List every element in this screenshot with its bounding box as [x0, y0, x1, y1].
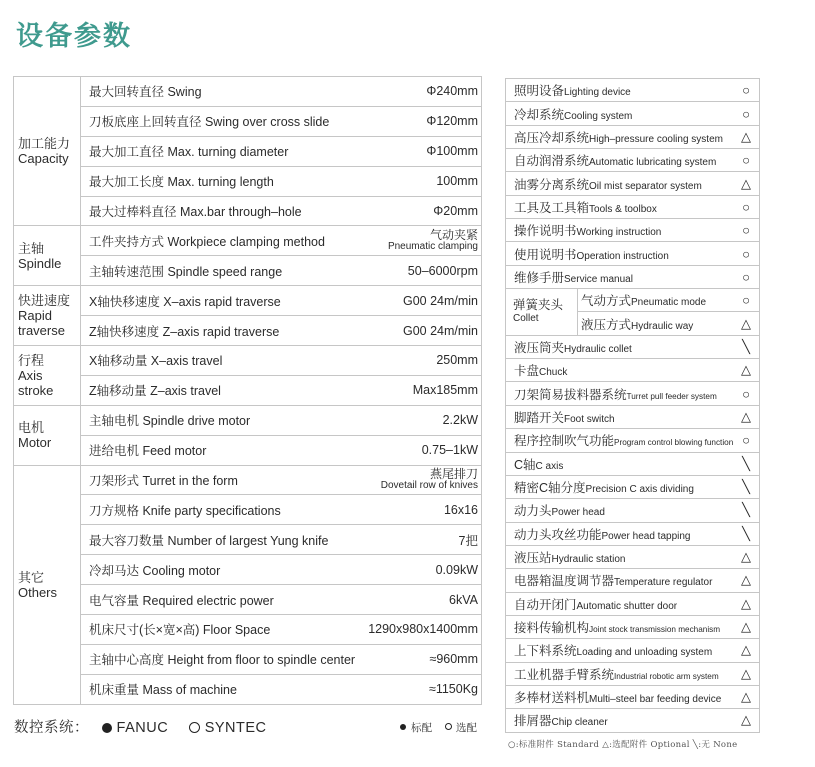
spec-cell: [81, 555, 482, 585]
option-name-cn: 脚踏开关: [514, 410, 565, 425]
spec-cell: [81, 615, 482, 645]
spec-cell: [81, 136, 482, 166]
option-row: [506, 172, 760, 195]
option-name-en: Chip cleaner: [551, 717, 608, 729]
option-name-en: Operation instruction: [576, 250, 669, 262]
spec-row: [14, 136, 482, 166]
option-name-en: High–pressure cooling system: [589, 133, 723, 145]
spec-row: [14, 226, 482, 256]
spec-name: 刀板底座上回转直径 Swing over cross slide: [89, 115, 330, 130]
spec-table: [13, 76, 482, 705]
spec-row: [14, 106, 482, 136]
spec-category: 主轴 Spindle: [14, 226, 81, 286]
spec-value: 250mm: [436, 353, 478, 368]
option-cell: [506, 639, 760, 662]
spec-row: [14, 196, 482, 226]
spec-value: Φ240mm: [426, 84, 478, 99]
option-mark-icon: △: [741, 642, 752, 658]
option-cell: [506, 125, 760, 148]
spec-category: 快进速度 Rapid traverse: [14, 286, 81, 346]
spec-name: 主轴转速范围 Spindle speed range: [89, 264, 283, 279]
spec-value: [387, 227, 478, 252]
spec-value: 1290x980x1400mm: [368, 622, 478, 637]
spec-name: 主轴电机 Spindle drive motor: [89, 414, 251, 429]
option-cell: [506, 592, 760, 615]
option-name-cn: 液压方式: [581, 317, 632, 332]
spec-name: 最大加工直径 Max. turning diameter: [89, 145, 289, 160]
option-row: [506, 102, 760, 125]
options-legend: ○:标准附件 Standard △:选配附件 Optional ╲:无 None: [508, 740, 738, 750]
option-cell: [506, 452, 760, 475]
spec-name: 机床重量 Mass of machine: [89, 683, 237, 698]
option-name-cn: 操作说明书: [514, 224, 577, 239]
spec-row: [14, 465, 482, 495]
option-cell: [506, 429, 760, 452]
spec-name: 工件夹持方式 Workpiece clamping method: [89, 234, 325, 249]
spec-value: [381, 469, 478, 491]
spec-name: Z轴移动量 Z–axis travel: [89, 384, 221, 399]
spec-row: [14, 256, 482, 286]
option-name-en: Pneumatic mode: [631, 297, 707, 309]
option-name-cn: 精密C轴分度: [514, 481, 586, 496]
spec-name: 进给电机 Feed motor: [89, 444, 207, 459]
page-title: 设备参数: [16, 21, 132, 52]
option-name-cn: 液压筒夹: [514, 340, 565, 355]
option-cell: [506, 522, 760, 545]
option-cell: [506, 149, 760, 172]
spec-cell: [81, 674, 482, 704]
spec-name: 电气容量 Required electric power: [89, 593, 274, 608]
option-row: [506, 429, 760, 452]
option-row: [506, 125, 760, 148]
option-name-en: Turret pull feeder system: [626, 391, 717, 401]
option-cell: [506, 172, 760, 195]
option-mark-icon: ╲: [742, 338, 750, 354]
cnc-legend: [400, 720, 477, 735]
option-name-en: Oil mist separator system: [589, 180, 702, 192]
option-mark-icon: △: [741, 315, 752, 331]
option-name-cn: 液压站: [514, 551, 552, 566]
option-row: [506, 522, 760, 545]
option-name-en: Lighting device: [564, 87, 631, 99]
spec-row: [14, 615, 482, 645]
spec-row: [14, 286, 482, 316]
option-name-cn: 排屑器: [514, 714, 552, 729]
option-name-cn: 多棒材送料机: [514, 691, 590, 706]
spec-name: 最大过棒料直径 Max.bar through–hole: [89, 205, 302, 219]
ring-icon: [445, 723, 452, 730]
collet-name-en: Collet: [513, 312, 539, 324]
option-cell: [506, 335, 760, 358]
option-cell: [506, 195, 760, 218]
option-row: [506, 382, 760, 405]
option-mark-icon: △: [741, 572, 752, 588]
collet-cell: [506, 289, 578, 336]
option-name-cn: 卡盘: [514, 364, 540, 379]
option-name-cn: 冷却系统: [514, 107, 565, 122]
cnc-label: 数控系统：: [14, 720, 89, 736]
option-mark-icon: ╲: [742, 525, 750, 541]
option-name-en: Chuck: [539, 367, 568, 379]
option-mark-icon: ╲: [742, 455, 750, 471]
legend-standard: 标配: [411, 722, 432, 734]
option-row: [506, 149, 760, 172]
spec-value-cn: 燕尾排刀: [429, 467, 478, 482]
spec-category: 加工能力 Capacity: [14, 77, 81, 226]
option-row: [506, 79, 760, 102]
spec-value: Φ20mm: [433, 204, 478, 218]
option-cell: [506, 499, 760, 522]
option-cell: [506, 685, 760, 708]
spec-value: 16x16: [443, 502, 478, 517]
option-name-en: Power head tapping: [601, 530, 691, 542]
option-row: [506, 662, 760, 685]
option-name-en: Hydraulic way: [631, 320, 694, 332]
option-mark-icon: ○: [742, 269, 750, 285]
spec-value: ≈960mm: [429, 652, 478, 667]
options-table: [505, 78, 760, 733]
spec-value-en: Dovetail row of knives: [380, 480, 478, 492]
option-name-cn: 动力头: [514, 504, 552, 519]
option-cell: [506, 545, 760, 568]
option-name-en: Cooling system: [564, 110, 633, 122]
spec-cell: [81, 525, 482, 555]
spec-cell: [81, 286, 482, 316]
spec-cell: [81, 256, 482, 286]
spec-value: 0.75–1kW: [421, 443, 478, 458]
option-name-en: Hydraulic station: [551, 554, 626, 566]
spec-name: 冷却马达 Cooling motor: [89, 563, 221, 578]
option-name-cn: 维修手册: [514, 270, 565, 285]
spec-value: 0.09kW: [435, 562, 478, 577]
spec-cell: [81, 77, 482, 107]
option-mark-icon: △: [741, 712, 752, 728]
spec-value: 2.2kW: [442, 413, 478, 428]
option-name-cn: 气动方式: [581, 294, 632, 309]
spec-value: G00 24m/min: [402, 293, 478, 308]
filled-dot-icon: [400, 724, 406, 730]
option-name-cn: 程序控制吹气功能: [514, 434, 615, 449]
option-cell: [506, 242, 760, 265]
option-name-en: Service manual: [564, 273, 633, 285]
cnc-option-fanuc: FANUC: [116, 720, 169, 736]
option-name-cn: 高压冷却系统: [514, 130, 590, 145]
spec-cell: [81, 405, 482, 435]
spec-cell: [81, 375, 482, 405]
option-cell: [506, 265, 760, 288]
spec-value-cn: 气动夹紧: [429, 227, 478, 242]
option-name-en: Hydraulic collet: [564, 343, 632, 355]
option-name-en: Joint stock transmission mechanism: [589, 625, 721, 635]
spec-cell: [81, 644, 482, 674]
spec-name: 机床尺寸(长×宽×高) Floor Space: [89, 623, 271, 638]
option-mark-icon: ○: [742, 246, 750, 262]
option-name-cn: 电器箱温度调节器: [514, 574, 615, 589]
option-row: [506, 615, 760, 638]
option-mark-icon: ╲: [742, 502, 750, 518]
option-row: [506, 545, 760, 568]
spec-value: G00 24m/min: [402, 323, 478, 338]
spec-cell: [81, 226, 482, 256]
spec-category: 行程 Axis stroke: [14, 346, 81, 406]
option-mark-icon: ○: [742, 82, 750, 98]
option-cell: [506, 382, 760, 405]
spec-name: X轴移动量 X–axis travel: [89, 354, 223, 369]
spec-name: 刀方规格 Knife party specifications: [89, 503, 281, 518]
option-mark-icon: ○: [742, 292, 750, 308]
spec-cell: [81, 166, 482, 196]
spec-cell: [81, 196, 482, 226]
spec-cell: [81, 346, 482, 376]
option-row: [506, 709, 760, 732]
option-name-en: Industrial robotic arm system: [614, 671, 719, 681]
option-row: [506, 359, 760, 382]
option-row: [506, 265, 760, 288]
option-name-cn: 自动开闭门: [514, 597, 577, 612]
option-cell: [506, 709, 760, 732]
option-row: [506, 475, 760, 498]
option-name-cn: 工业机器手臂系统: [514, 667, 615, 682]
option-row: [506, 569, 760, 592]
option-name-cn: 刀架简易拔料器系统: [514, 387, 627, 402]
option-name-en: Precision C axis dividing: [585, 484, 694, 496]
option-mark-icon: ○: [742, 152, 750, 168]
spec-row: [14, 346, 482, 376]
option-mark-icon: △: [741, 175, 752, 191]
option-mark-icon: ○: [742, 386, 750, 402]
option-row: [506, 335, 760, 358]
spec-category: 其它 Others: [14, 465, 81, 704]
cnc-option-syntec: SYNTEC: [204, 720, 267, 736]
option-row: [506, 195, 760, 218]
spec-value: Φ100mm: [426, 144, 478, 159]
option-mark-icon: △: [741, 128, 752, 144]
option-mark-icon: ○: [742, 222, 750, 238]
spec-name: 最大加工长度 Max. turning length: [89, 175, 274, 190]
option-mark-icon: △: [741, 665, 752, 681]
option-cell: [506, 102, 760, 125]
legend-optional: 选配: [455, 722, 477, 734]
spec-category: 电机 Motor: [14, 405, 81, 465]
option-name-cn: 动力头攻丝功能: [514, 527, 602, 542]
spec-cell: [81, 585, 482, 615]
spec-row: [14, 674, 482, 704]
option-cell: [506, 615, 760, 638]
filled-dot-icon: [102, 723, 112, 733]
option-mark-icon: △: [741, 595, 752, 611]
option-cell: [506, 405, 760, 428]
option-cell: [506, 359, 760, 382]
spec-row: [14, 585, 482, 615]
option-name-en: C axis: [535, 460, 564, 472]
option-mark-icon: △: [741, 689, 752, 705]
spec-name: Z轴快移速度 Z–axis rapid traverse: [89, 324, 280, 339]
option-cell: [578, 289, 760, 312]
option-name-cn: 油雾分离系统: [514, 177, 590, 192]
option-cell: [506, 569, 760, 592]
option-mark-icon: ○: [742, 106, 750, 122]
spec-cell: [81, 316, 482, 346]
option-name-cn: 使用说明书: [514, 247, 577, 262]
option-name-cn: 接料传输机构: [514, 621, 590, 636]
option-cell: [506, 475, 760, 498]
spec-value: ≈1150Kg: [428, 682, 478, 697]
option-name-en: Temperature regulator: [614, 577, 713, 589]
spec-name: 最大容刀数量 Number of largest Yung knife: [89, 533, 329, 548]
option-name-cn: 上下料系统: [514, 644, 577, 659]
spec-row: [14, 375, 482, 405]
option-row: [506, 499, 760, 522]
option-row: [506, 242, 760, 265]
option-cell: [506, 79, 760, 102]
spec-row: [14, 555, 482, 585]
spec-name: X轴快移速度 X–axis rapid traverse: [89, 294, 281, 309]
option-row: [506, 639, 760, 662]
option-name-en: Automatic shutter door: [576, 600, 678, 612]
option-cell: [506, 662, 760, 685]
cnc-system: [14, 716, 267, 737]
option-name-cn: 工具及工具箱: [514, 200, 590, 215]
option-cell: [506, 219, 760, 242]
option-row: [506, 452, 760, 475]
spec-value: 100mm: [436, 174, 478, 189]
spec-name: 主轴中心高度 Height from floor to spindle center: [89, 653, 356, 668]
spec-value: 50–6000rpm: [407, 263, 478, 278]
option-row: [506, 405, 760, 428]
spec-row: [14, 166, 482, 196]
spec-row: [14, 525, 482, 555]
option-mark-icon: ○: [742, 432, 750, 448]
option-row: [506, 592, 760, 615]
option-name-en: Power head: [551, 507, 605, 519]
option-cell: [578, 312, 760, 335]
collet-name-cn: 弹簧夹头: [513, 297, 564, 312]
option-mark-icon: ○: [742, 199, 750, 215]
option-name-en: Automatic lubricating system: [589, 157, 717, 169]
spec-value-en: Pneumatic clamping: [387, 240, 478, 252]
spec-cell: [81, 495, 482, 525]
option-name-cn: 自动润滑系统: [514, 154, 590, 169]
option-name-cn: C轴: [514, 457, 536, 472]
spec-row: [14, 316, 482, 346]
option-mark-icon: △: [741, 408, 752, 424]
option-name-en: Working instruction: [576, 227, 662, 239]
option-name-en: Foot switch: [564, 413, 615, 425]
option-name-en: Multi–steel bar feeding device: [589, 694, 722, 706]
option-name-cn: 照明设备: [514, 84, 565, 99]
option-row: [506, 289, 760, 312]
spec-row: [14, 77, 482, 107]
spec-row: [14, 405, 482, 435]
spec-cell: [81, 106, 482, 136]
spec-name: 刀架形式 Turret in the form: [89, 474, 238, 489]
spec-cell: [81, 435, 482, 465]
option-mark-icon: △: [741, 619, 752, 635]
spec-row: [14, 644, 482, 674]
option-name-en: Tools & toolbox: [589, 203, 657, 215]
spec-row: [14, 435, 482, 465]
spec-value: Φ120mm: [426, 114, 478, 129]
spec-value: 7把: [458, 533, 478, 548]
spec-value: Max185mm: [412, 383, 478, 398]
spec-name: 最大回转直径 Swing: [89, 85, 202, 100]
option-name-en: Program control blowing function: [614, 438, 734, 448]
spec-row: [14, 495, 482, 525]
option-row: [506, 685, 760, 708]
option-row: [506, 219, 760, 242]
spec-value: 6kVA: [449, 592, 478, 607]
ring-icon: [189, 722, 200, 733]
spec-cell: [81, 465, 482, 495]
option-mark-icon: △: [741, 549, 752, 565]
option-mark-icon: △: [741, 362, 752, 378]
option-name-en: Loading and unloading system: [576, 647, 713, 659]
option-mark-icon: ╲: [742, 479, 750, 495]
